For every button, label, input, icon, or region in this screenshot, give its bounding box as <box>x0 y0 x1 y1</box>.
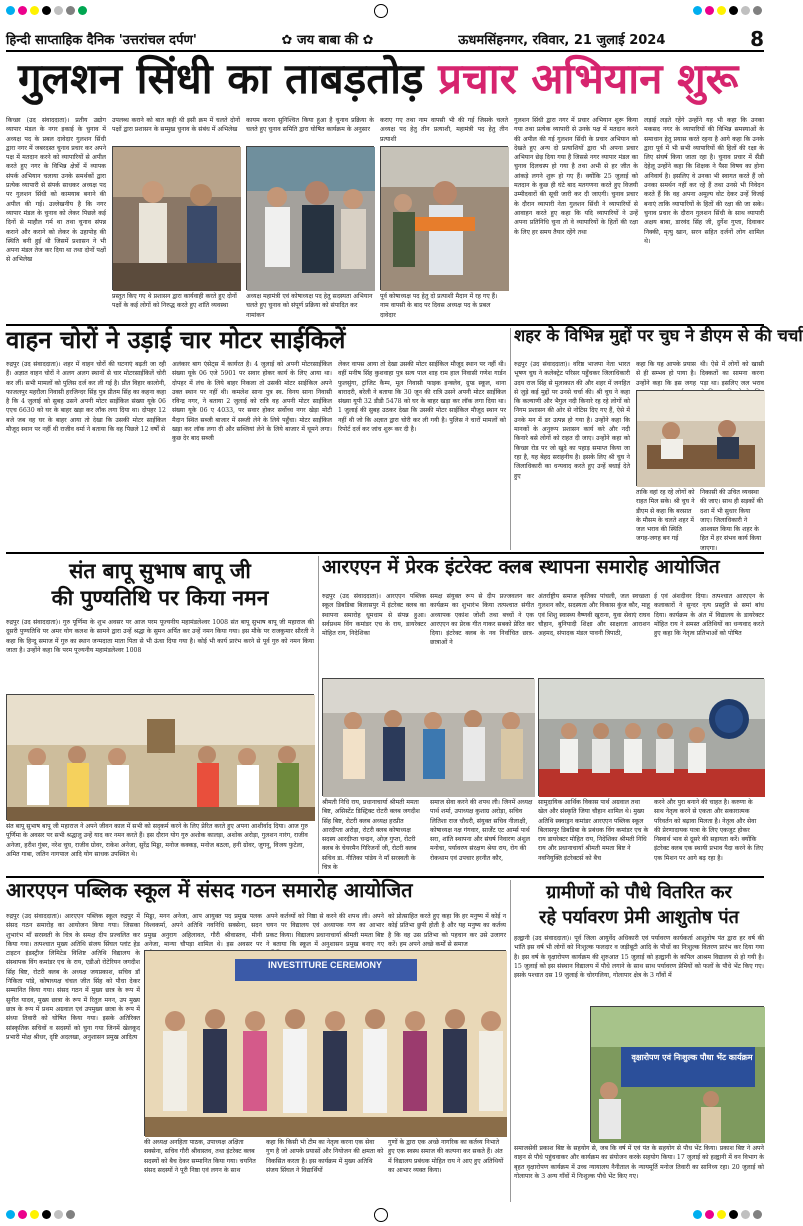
story3-caption-1: ताकि वहां रह रहे लोगों को राहत मिल सके। श्री चुघ ने डीएम से कहा कि बरसात के मौसम के चलते शहर में जल भराव की स्थिति जगह-जगह बन गई <box>636 489 695 543</box>
registration-marks-bottom-right <box>693 1210 762 1219</box>
story2-col1: रुद्रपुर (उद संवाददाता)। शहर में वाहन चोरों की घटनाएं बढ़ती जा रही हैं। अज्ञात वाहन चोरों ने अलग अलग स्थानों से चार मोटरसाईकिलें चोरी कर लीं। सभी मामलों को पुलिस दर्ज कर ली गई है। प्रीत विहार कालोनी, फाजलपुर महरौला निवासी हरजिन्दर सिंह पुत्र प्रीतम सिंह का कहना कहा है कि 4 जुलाई को सुबह उसने अपनी मोटर साईकिल संख्या यूके 06 एएच 6630 को घर के बाहर खड़ा कर लॉक लगा दिया था। दोपहर 12 बजे जब वह घर के बाहर आया तो देखा कि उसकी मोटर साईकिल मौजूद स्थान पर नहीं थी राजीव वर्मा ने बताया कि वह पिछले 12 वर्षों से <box>6 361 166 434</box>
story1-caption-1: प्रस्तुत किए गए थे प्रशासन द्वारा कार्यवाही करते हुए दोनों पक्षों के कई लोगों को निरुद्ध करते हुए शांति व्यवस्था <box>112 293 237 310</box>
story1-photo-2 <box>246 146 374 290</box>
registration-crosshair-icon <box>374 4 388 18</box>
registration-marks-bottom-left <box>6 1210 75 1219</box>
story3-photo <box>636 390 764 486</box>
story6-headline: आरएएन पब्लिक स्कूल में संसद गठन समारोह आयोजित <box>6 878 413 902</box>
plantation-sign-text: वृक्षारोपण एवं निःशुल्क पौधा भेंट कार्यक्रम <box>631 1053 753 1062</box>
story1-headline: गुलशन सिंधी का ताबड़तोड़ प्रचार अभियान शुरू <box>18 54 739 103</box>
story5-caption-4: करने और पुरा बनाने की चाहत है। करुणा के साथ नेतृत्व करने से एकता और सकारात्मक परिवर्तन को बढ़ावा मिलता है। नेतृत्व और सेवा की प्रेरणादायक यात्रा के लिए एकजुट होकर निस्वार्थ भाव से दूसरे की सहायता करें। क्योंकि इंटरेक्ट क्लब एक स्थायी प्रभाव पैदा करने के लिए एक मिशन पर आगे बढ़ रहा है। <box>654 799 764 862</box>
story1-caption-2: अध्यक्ष महामंत्री एवं कोषाध्यक्ष पद हेतु सदस्यता अभियान चलते हुए चुनाव को संपूर्ण प्रक्रिया को संपादित कर नामांकन <box>246 293 373 319</box>
story3-headline: शहर के विभिन्न मुद्दों पर चुघ ने डीएम से की चर्चा <box>514 326 803 345</box>
story5-col1: रुद्रपुर (उद संवाददाता)। आरएएन पब्लिक स्कूल डिबडिबा बिलासपुर में इंटरेक्ट क्लब का स्थापना समारोह धूमधाम से संपन्न हुआ। सर्वप्रथम विंग कमांडर एच के राय, डायरेक्टर मोहित राय, निदेशिका <box>322 593 426 638</box>
story1-col1: किच्छा (उद संवाददाता)। प्रतीय उद्योग व्यापार मंडल के नगर इकाई के चुनाव में अध्यक्ष पद के प्रबल दावेदार गुलशन सिंधी द्वारा नगर में जबरदस्त चुनाव प्रचार कर अपने पक्ष में मतदान करने को व्यापारियों से अपील करते हुए नगर के विभिन्न क्षेत्रों में व्यापक संपर्क अभियान चलाया उनके समर्थकों द्वारा प्रत्येक व्यापारी से संपर्क साधकर अध्यक्ष पद पर गुलशन सिंधी को कामयाब बनाने की अपील की गई। उल्लेखनीय है कि नगर व्यापार मंडल के चुनाव को लेकर पिछले कई दिनों से माहौल गर्म था तथा चुनाव संपन्न कराने और कराने को लेकर के उहापोह की स्थिति बनी हुई थी जिसमें प्रशासन ने भी अपना मंडल तेज कर दिया था तथा दोनों पक्षों से अभिलेख <box>6 117 106 264</box>
divider <box>6 552 764 554</box>
story1-photo-1 <box>112 146 240 290</box>
story5-col2: समक्ष संयुक्त रूप से दीप प्रज्जवलन कर कार्यक्रम का शुभारंभ किया तत्पश्चात संगीत अध्यापक एकांश जोशी तथा बच्चों ने एक आरएएन का प्रेरक गीत गाकर सबको प्रेरित कर दिया। इंटरेक्ट क्लब के नव निर्वाचित छात्र-छात्राओं ने <box>430 593 534 647</box>
banner-text: INVESTITURE CEREMONY <box>267 960 382 970</box>
paper-name: हिन्दी साप्ताहिक दैनिक 'उत्तरांचल दर्पण' <box>6 33 197 48</box>
story5-col3: अंतर्राष्ट्रीय समाज कृतिका पांचली, जल स्वच्छता गुलशन कौर, सदस्यता और विकास कुंज कौर, माहू एवं शिशु स्वास्थ्य वैष्णवी खुराना, युवा सेवाएं राघव चौहान, बुनियादी शिक्षा और साक्षरता आराशन अहमद, संपादक मंडल पावनी त्रिपाठी, <box>538 593 650 638</box>
story7-tail: समाजसेवी प्रकाश बिष्ट के सहयोग से, जब कि वर्ष में एवं पंत के सहयोग से पौध भेंट किया। प्रकाश बिष्ट ने अपने वाहन से पौधे पहुंचवाकर और कार्यक्रम का संयोजन करके सहयोग किया। 17 जुलाई को हल्द्वानी में वन विभाग के बृहत वृक्षारोपण कार्यक्रम में उच्च न्यायालय नैनीताल के न्यायमूर्ति मनोज तिवारी का सानिध्य रहा। 20 जुलाई को गोलापार के 3 अन्य गाँवों में निःशुल्क पौधे भेंट किए गए। <box>514 1145 764 1180</box>
story7-body-top: हल्द्वानी (उद संवाददाता)। पूर्व जिला आयुर्वेद अधिकारी एवं पर्यावरण कार्यकर्ता आशुतोष पंत द्वारा हर वर्ष की भांति इस वर्ष भी लोगों को निःशुल्क फलदार व जड़ीबूटी आदि के पौधों का निःशुल्क वितरण प्रारंभ कर दिया गया है। इस वर्ष के वृक्षारोपण कार्यक्रम की शुरुआत 15 जुलाई को हल्द्वानी के कपिल आश्रम विद्यालय से हो गयी है। 15 जुलाई को इस संस्थान विद्यालय में पौधे लगाने के साथ साथ पर्यावरण प्रेमियों को फलों के पौधे भेंट किए गए। इसके पश्चात दस 19 जुलाई के चोरगलिया, गोलापार क्षेत्र के 3 गाँवों में <box>514 935 764 980</box>
story2-col2: अलंकार बाग एंसेट्स में कार्यरत है। 4 जुलाई को अपनी मोटरसाईकिल संख्या यूके 06 एजे 5901 पर सवार होकर कार्य के लिए आया था। दोपहर में लंच के लिये बाहर निकला तो उसकी मोटर साईकिल अपने उक्त स्थान पर नहीं थी। कमलेश साना पुत्र स्व. विनय साना निवासी रविन्द्र नगर, ने बताया 2 जुलाई को रात्रि वह अपनी मोटर साईकिल संख्या यूके 06 ए 4033, पर सवार होकर सर्वोच्च नगर खेड़ा मोटी मैदान स्थित सब्जी बाजार में सब्जी लेने के लिये पहुँचा। मोटर साईकिल खड़ा कर लॉक लगा दी और सब्जियां लेने के लिये बाजार में घूमने लगा। कुछ देर बाद सब्जी <box>172 361 332 443</box>
motto: ✿ जय बाबा की ✿ <box>281 33 374 48</box>
story3-col3: थी। ऐसे में लोगों को खासी दिक्कतों का सामना करना पड़ा था। इसलिए जल भराव <box>700 361 764 387</box>
story5-caption-1: श्रीमती निधि राय, प्रधानाचार्या श्रीमती ममता बिष्ट, असिस्टेंट डिस्ट्रिक्ट रोटरी क्लब जगदीश सिंह बिष्ट, रोटरी क्लब अध्यक्ष हरप्रीत आरदीप्ता अरोड़ा, रोटरी क्लब कोषाध्यक्ष सदस्य आरदीप्ता चन्द्रन, ओज़ गुप्ता, रोटरी क्लब के चेयरमैन गिरिजनों जी, रोटरी क्लब सचिव डा. नीतिका पांडेय ने माँ सरस्वती के चित्र के <box>322 799 420 872</box>
story1-photo-3 <box>380 146 508 290</box>
story2-headline: वाहन चोरों ने उड़ाई चार मोटर साईकिलें <box>6 326 346 354</box>
story1-col6: लड़ाई लड़ते रहेंगे उन्होंने यह भी कहा कि उनका मकसद नगर के व्यापारियों की विभिन्न समस्याओं के समाधान हेतु प्रयास करते रहना है आगे कहा कि उनके द्वारा पूर्व में भी सभी व्यापारियों की हितों की रक्षा के लिए संघर्ष किया जाता रहा है। चुनाव प्रचार में सैंडी देहेलू उन्होंने कहा कि शिक्षक ने पैसा विषय का होना अनिवार्य है। इसलिए वे उनका भी स्वागत करते हैं जो उनका समर्थन नहीं कर रहे हैं तथा उनसे भी निवेदन करते हैं कि वह अपना अमूल्य वोट देकर उन्हें विजई बनाएं ताकि व्यापारियों के हितों की रक्षा की जा सके। चुनाव प्रचार के दौरान गुलशन सिंधी के साथ व्यापारी अक्षय बाबा, डारवंद सिंह जी, दुर्गेश गुप्ता, दिवाकर निक्की, मृत्यु खान, सरन सहित दर्जनों लोग शामिल थे। <box>644 117 764 245</box>
column-divider <box>318 556 319 874</box>
story6-photo <box>144 950 506 1136</box>
story1-col4: कराए गए तथा नाम वापसी भी की गई जिसके चलते अध्यक्ष पद हेतु तीन प्रत्याशी, महामंत्री पद हेतु तीन प्रत्याशी <box>380 117 508 143</box>
column-divider <box>510 880 511 1202</box>
story6-col1: रुद्रपुर (उद संवाददाता)। आरएएन पब्लिक स्कूल रुद्रपुर में संसद गठन समारोह का आयोजन किया गया। जिसका शुभारंभ माँ सरस्वती के चित्र के समक्ष दीप प्रज्वलित कर किया गया। तत्पश्चात मुख्य अतिथि संजय सिंघल प्लांट हेड टाइटन इंडस्ट्रीज लिमिटेड विशिष्ट अतिथि विद्यालय के संस्थापक विंग कमांडर एच के राय, एडीओ रोटेरियन जगदीश सिंह बिष्ट, रोटरी क्लब के अध्यक्ष जयप्रकाश, सचिव डॉ निकिता पांडे, कोषाध्यक्ष चंचल जीत सिंह को पौधा देकर सम्मानित किया गया। संसद गठन में मुख्य छात्र के रूप में सुनीत यादव, मुख्य छात्रा के रूप में रितुल मनन, उप मुख्य छात्र के रूप में प्रथम अग्रवाल एवं उपमुख्य छात्रा के रूप में संध्या तिवारी को घोषित किया गया। इसके अतिरिक्त सांस्कृतिक सचिवों व सदस्यों को चुना गया जिनमें खेलकूद प्रभारी मोक्ष श्रीधर, दृष्टि अदलखा, अनुशासन प्रमुख आदित्य <box>6 913 140 1041</box>
story5-caption-2: समाज सेवा करने की शपथ ली। जिनमें अध्यक्ष पार्थ शर्मा, उपाध्यक्ष कुशाग्र अरोड़ा, सचिव लितिशा राज चौधरी, संयुक्त सचिव नीलाक्षी, कोषाध्यक्ष नक्ष गंगवार, सार्जेंट एट आर्म्स पार्थ सरा, शांति स्थापना और संघर्ष निवारण अंशुल मनोचा, पर्यावरण संरक्षण श्रेया राय, रोग की रोकथाम एवं उपचार हरनीत कौर, <box>430 799 533 862</box>
story3-col2: कहा कि यह आपके प्रयास से ही सम्भव हो पाया है। उन्होंने कहा कि इस जगह <box>636 361 696 387</box>
story6-caption-3: गुणों के द्वारा एक अच्छे नागरिक का कर्तव्य निभाते हुए एक स्वस्थ समाज की कल्पना कर सकते हैं। अंत में विद्यालय प्रबंधक मोहित राय ने आए हुए अतिथियों का आभार व्यक्त किया। <box>388 1139 504 1174</box>
story5-col4: ई एवं अंशदीवर दिया। तत्पश्चात आरएएन के कलाकारों ने सुन्दर नृत्य प्रस्तुति से समां बांध दिया। कार्यक्रम के अंत में विद्यालय के डायरेक्टर मोहित राय ने समस्त अतिथियों का धन्यवाद करते हुए कहा कि नेतृत्व प्रतिभाओं को पोषित <box>654 593 764 638</box>
location-date: ऊधमसिंहनगर, रविवार, 21 जुलाई 2024 <box>458 33 666 48</box>
story7-body-side <box>514 1006 586 1142</box>
story5-photo-2 <box>538 678 764 796</box>
story1-col3: कायम करना सुनिश्चित किया हुआ है चुनाव प्रक्रिया के चलते हुए चुनाव समिति द्वारा घोषित कार्यक्रम के अनुसार <box>246 117 374 134</box>
story1-col2: उपलब्ध कराने को बात कही थी इसी क्रम में चलते दोनों पक्षों द्वारा प्रशासन के सम्मुख चुनाव के संबंध में अभिलेख <box>112 117 240 134</box>
registration-crosshair-bottom-icon <box>374 1208 388 1222</box>
story1-caption-3: पूर्व कोषाध्यक्ष पद हेतु दो प्रत्याशी मैदान में रह गए हैं। नाम वापसी के बाद पर दिवस अध्यक्ष पद के प्रबल दावेदार <box>380 293 498 319</box>
story2-col3: लेकर वापस आया तो देखा उसकी मोटर साईकिल मौजूद स्थान पर नहीं थी। वहीं मनीष सिंह कुशवाहा पुत्र सत्य पाल शाह राम हाल निवासी गणेश गार्डन फुलसुंगा, ट्रांजिट कैम्प, मूल निवासी फाइक इन्क्लेव, ग्रुप्ड स्कूल, थाना बारादरी, बरेली ने बताया कि 30 जून की रात्रि उसने अपनी मोटर साईकिल संख्या यूपी 32 डीडी 5478 को घर के बाहर खड़ा कर लॉक लगा दिया था। 1 जुलाई की सुबह उठकर देखा कि उसकी मोटर साईकिल मौजूद स्थान पर नहीं थी जो कि अज्ञात द्वारा चोरी कर ली गयी है। पुलिस ने चारों मामलों को रिपोर्ट दर्ज कर जांच शुरू कर दी है। <box>338 361 506 434</box>
column-divider <box>510 328 511 550</box>
story6-col3: अपने कर्तव्यों को निष्ठा से करने की शपथ ली। अपने चयन पर विद्यालय एवं अध्यापक गण का आभार प्रकट किया। विद्यालय प्रधानाचार्या श्रीमती ममता बिष्ट ने बताया कि स्कूल में अनुशासन प्रमुख बनाए गए <box>266 913 384 948</box>
story4-photo <box>6 694 314 820</box>
story3-col1: रुद्रपुर (उद संवाददाता)। वरिष्ठ भाजपा नेता भारत भूषण चुघ ने कलेक्ट्रेट परिसर पहुँचकर जिलाधिकारी उदय राज सिंह से मुलाकात की और शहर में जनहित से जुड़े कई मुद्दों पर उनसे चर्चा की। श्री चुघ ने कहा कि कल्याणी और भैगुल नदी किनारे रह रहे लोगों को निगम प्रशासन की ओर से नोटिस दिए गए हैं, ऐसे में उनके मन में डर उत्पन्न हो गया है। उन्होंने कहा कि मानकों के अनुरूप प्रशासन कार्य करे और नदी किनारे बसे लोगों को राहत दी जाए। उन्होंने कहा को किच्छा रोड पर जो खुदे का पहाड़ समाप्त किया जा रहा है, यह बेहद सराहनीय है। इसके लिए श्री चुघ ने जिलाधिकारी का धन्यवाद करते हुए उन्हें बधाई देते हुए <box>514 361 630 480</box>
story4-body: रुद्रपुर (उद संवाददाता)। गुरु पूर्णिमा के शुभ अवसर पर आज परम पूज्यनीय महामंडलेश्वर 1008 संत बापू सुभाष बापू जी महाराज की दूसरी पुण्यतिथि पर अमर योग कलश के सामने द्वारा उन्हें श्रद्धा के सुमन अर्पित कर उन्हें नमन किया गया। इस मौके पर राजकुमार सौरती ने कहा कि हिन्दू समाज में गुरु का स्थान जन्मदाता माता पिता से भी ऊंचा दिया गया है। कोई भी कार्य प्रारंभ करने से पूर्व गुरु को नमन किया जाता है। उन्होंने कहा कि परम पूज्यनीय महामंडलेश्वर 1008 <box>6 619 314 654</box>
story5-caption-3: सामुदायिक आर्थिक विकास पार्थ अग्रवाल तथा खेल और संस्कृति जिया चौहान शामिल थे। मुख्य अतिथि स्क्वाड्रन कमांडर आरएएन पब्लिक स्कूल बिलासपुर डिबडिबा के प्रबंधक विंग कमांडर एच के राय डायरेक्टर मोहित राय, निदेशिका श्रीमती निधि राय और प्रधानाचार्या श्रीमती ममता बिष्ट ने नवनियुक्ति इंटरेक्टर्स को बैच <box>538 799 649 862</box>
story6-col4: को प्रोत्साहित करते हुए कहा कि हर मनुष्य में कोई न कोई प्रतिभा छुपी होती है और यह मनुष्य का कर्तव्य है कि वह उस प्रतिभा को पहचान कर उसे उजागर करें। हम अपने अच्छे कर्मों से समाज <box>388 913 506 948</box>
story5-headline: आरएएन में प्रेरक इंटरेक्ट क्लब स्थापना समारोह आयोजित <box>322 556 720 578</box>
story6-caption-1: की अध्यक्ष अनहिता पाठक, उपाध्यक्ष अक्षिता सक्सेना, सचिव गौरी श्रीवास्तव, तथा इंटरेक्ट क्लब सदस्यों को बैच देकर सम्मानित किया गया। चयनित संसद सदस्यों ने पूरी निष्ठा एवं लगन के साथ <box>144 1139 256 1174</box>
story6-col2: मिड्डा, मनन अनेजा, आप आयुक्त पद प्रमुख पलक विश्वकर्मा, अपने अतिथि नवनिधि सक्सेना, सदन प्रमुख अनुराग अहिलावत, गौरी श्रीवास्तव, मीनी अनेजा, मान्या चौपड़ा शामिल थे। इस अवसर पर <box>144 913 262 948</box>
story7-headline: ग्रामीणों को पौधे वितरित कर रहे पर्यावरण प्रेमी आशुतोष पंत <box>539 882 739 928</box>
story3-caption-2: निकासी की उचित व्यवस्था की जाए। साथ ही सड़कों की दशा में भी सुधार किया जाए। जिलाधिकारी ने आश्वस्त किया कि शहर के हित में हर संभव कार्य किया जाएगा। <box>700 489 763 552</box>
page-number: 8 <box>750 27 764 51</box>
story1-col5: गुलशन सिंधी द्वारा नगर में प्रचार अभियान शुरू किया गया तथा प्रत्येक व्यापारी से उनके पक्ष में मतदान करने की अपील की गई गुलशन सिंधी के प्रचार अभियान को देखते हुए अन्य दो प्रत्याशियों द्वारा भी अपना प्रचार अभियान छेड़ दिया गया है जिससे नगर व्यापार मंडल का चुनाव दिलचस्प हो गया है तथा अभी से हर जीत के आंकड़े लगने शुरू हो गए हैं। क्योंकि 25 जुलाई को मतदान के कुछ ही घंटे बाद मतगणना करते हुए विजयी उम्मीदवारों की सूची जारी कर दी जाएगी। चुनाव प्रचार के दौरान व्यापारी नेता गुलशन सिंधी ने व्यापारियों से आवाहन करते हुए कहा कि यदि व्यापारियों ने उन्हें अपना प्रतिनिधि चुना तो वे व्यापारियों के हितों की रक्षा के लिए हर समय तैयार रहेंगे तथा <box>514 117 638 236</box>
registration-marks-left <box>6 6 87 15</box>
masthead <box>6 28 764 52</box>
story4-headline: संत बापू सुभाष बापू जी की पुण्यतिथि पर किया नमन <box>51 559 269 610</box>
story6-caption-2: कहा कि किसी भी टीम का नेतृत्व करना एक सेवा गुण है जो आपके प्रयासों और नियोजन की क्षमता को विकसित करता है। इस कार्यक्रम में मुख्य अतिथि संजय सिंघल ने विद्यार्थियों <box>266 1139 384 1174</box>
story4-caption: संत बापू सुभाष बापू जी महाराज ने अपने जीवन काल में सभी को सद्कर्म करने के लिए प्रेरित करते हुए अपना आशीर्वाद दिया। आज गुरु पूर्णिमा के अवसर पर सभी श्रद्धालु उन्हें याद कर नमन करते हैं। इस दौरान योग गुरु अशोक कालड़ा, अशोक अरोड़ा, गुलशन नारंग, राजीव अनेजा, हरीश गुंबर, नरेश चुघ, राजीव ग्रोवर, राकेश अनेजा, सुरेंद्र मिड्डा, मनोज कक्कड़, मनोज बठला, हनी ग्रोवर, जुगनू, विजय फुटेला, अमित गाबा, जतिन नागपाल आदि योग साधक उपस्थित थे। <box>6 823 308 858</box>
registration-marks-right <box>693 6 762 15</box>
story5-photo-1 <box>322 678 534 796</box>
